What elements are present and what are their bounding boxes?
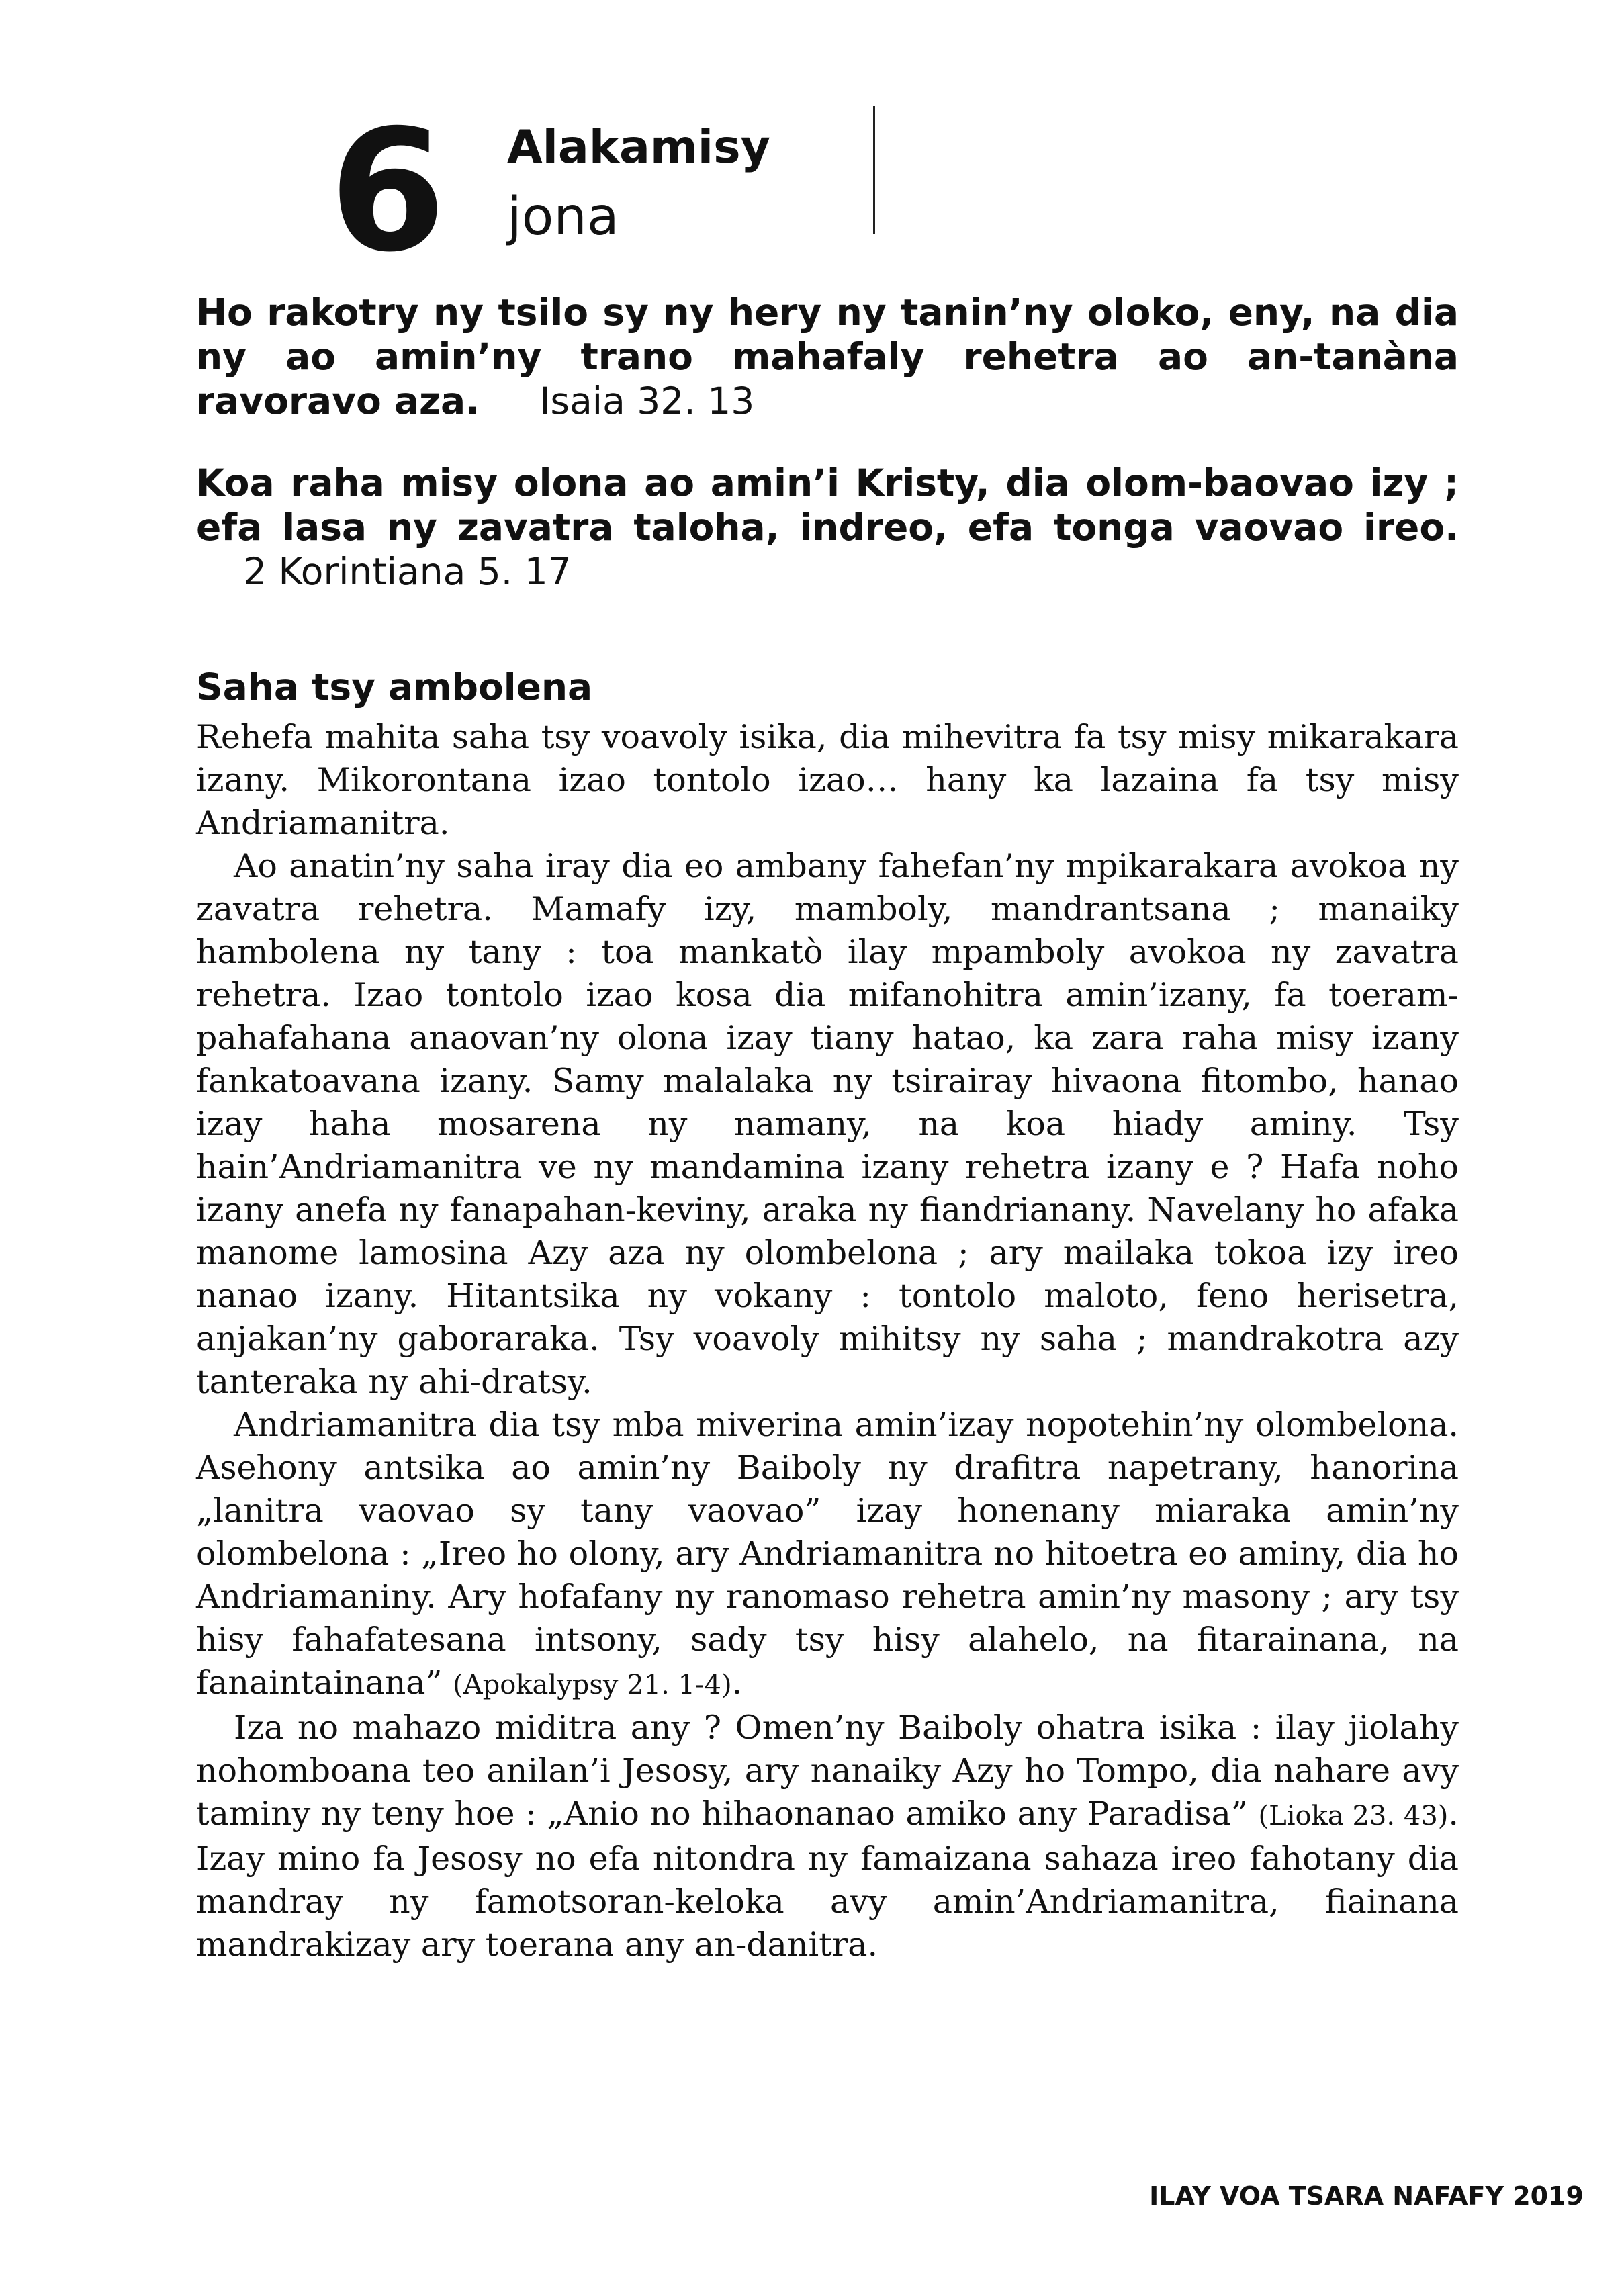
article-title: Saha tsy ambolena xyxy=(196,666,593,709)
verse-text: Ho rakotry ny tsilo sy ny hery ny tanin’ny oloko, eny, na dia ny ao amin’ny trano mahafaly rehetra ao an-tanàna ravoravo aza. xyxy=(196,291,1459,422)
month: jona xyxy=(507,187,619,247)
verse-1 xyxy=(196,290,1459,423)
header-divider xyxy=(873,106,875,234)
footer-title: ILAY VOA TSARA NAFAFY 2019 xyxy=(1149,2181,1584,2211)
paragraph-text: Ao anatin’ny saha iray dia eo ambany fahefan’ny mpikarakara avokoa ny zavatra rehetra. Mamafy izy, mamboly, mandrantsana ; manaiky hambolena ny tany : toa mankatò ilay mpamboly avokoa ny zavatra rehetra. Izao tontolo izao kosa dia mifanohitra amin’izany, fa toeram-pahafahana anaovan’ny olona izay tiany hatao, ka zara raha misy izany fankatoavana izany. Samy malalaka ny tsirairay hivaona fitombo, hanao izay haha mosarena ny namany, na koa hiady aminy. Tsy hain’Andriamanitra ve ny mandamina izany rehetra izany e ? Hafa noho izany anefa ny fanapahan-keviny, araka ny fiandrianany. Navelany ho afaka manome lamosina Azy aza ny olombelona ; ary mailaka tokoa izy ireo nanao izany. Hitantsika ny vokany : tontolo maloto, feno herisetra, anjakan’ny gaboraraka. Tsy voavoly mihitsy ny saha ; mandrakotra azy tanteraka ny ahi-dratsy. xyxy=(196,847,1459,1401)
date-header xyxy=(329,93,880,289)
paragraph-text: Iza no mahazo miditra any ? Omen’ny Baiboly ohatra isika : ilay jiolahy nohomboana teo anilan’i Jesosy, ary nanaiky Azy ho Tompo, dia nahare avy taminy ny teny hoe : „Anio no hihaonanao amiko any Paradisa” xyxy=(196,1709,1459,1833)
verse-text: Koa raha misy olona ao amin’i Kristy, dia olom-baovao izy ; efa lasa ny zavatra taloha, indreo, efa tonga vaovao ireo. xyxy=(196,461,1459,549)
scripture-citation: (Lioka 23. 43) xyxy=(1258,1801,1449,1831)
day-number: 6 xyxy=(329,93,442,289)
paragraph-text: Andriamanitra dia tsy mba miverina amin’izay nopotehin’ny olombelona. Asehony antsika ao amin’ny Baiboly ny drafitra napetrany, hanorina „lanitra vaovao sy tany vaovao” izay honenany miaraka amin’ny olombelona : „Ireo ho olony, ary Andriamanitra no hitoetra eo aminy, dia ho Andriamaniny. Ary hofafany ny ranomaso rehetra amin’ny masony ; ary tsy hisy fahafatesana intsony, sady tsy hisy alahelo, na fitarainana, na fanaintainana” xyxy=(196,1406,1459,1702)
scripture-citation: (Apokalypsy 21. 1-4) xyxy=(453,1670,732,1700)
weekday: Alakamisy xyxy=(507,121,770,174)
paragraph xyxy=(196,1404,1459,1707)
verse-reference: 2 Korintiana 5. 17 xyxy=(243,550,572,593)
paragraph xyxy=(196,845,1459,1404)
paragraph xyxy=(196,716,1459,845)
paragraph-text-tail: . Izay mino fa Jesosy no efa nitondra ny famaizana sahaza ireo fahotany dia mandray ny famotsoran-keloka avy amin’Andriamanitra, fiainana mandrakizay ary toerana any an-danitra. xyxy=(196,1794,1459,1964)
paragraph-text-tail: . xyxy=(731,1664,743,1702)
paragraph-text: Rehefa mahita saha tsy voavoly isika, dia mihevitra fa tsy misy mikarakara izany. Mikorontana izao tontolo izao… hany ka lazaina fa tsy misy Andriamanitra. xyxy=(196,718,1459,842)
article-body xyxy=(196,716,1459,1966)
paragraph xyxy=(196,1707,1459,1966)
verse-2 xyxy=(196,461,1459,594)
verse-reference: Isaia 32. 13 xyxy=(539,379,755,422)
